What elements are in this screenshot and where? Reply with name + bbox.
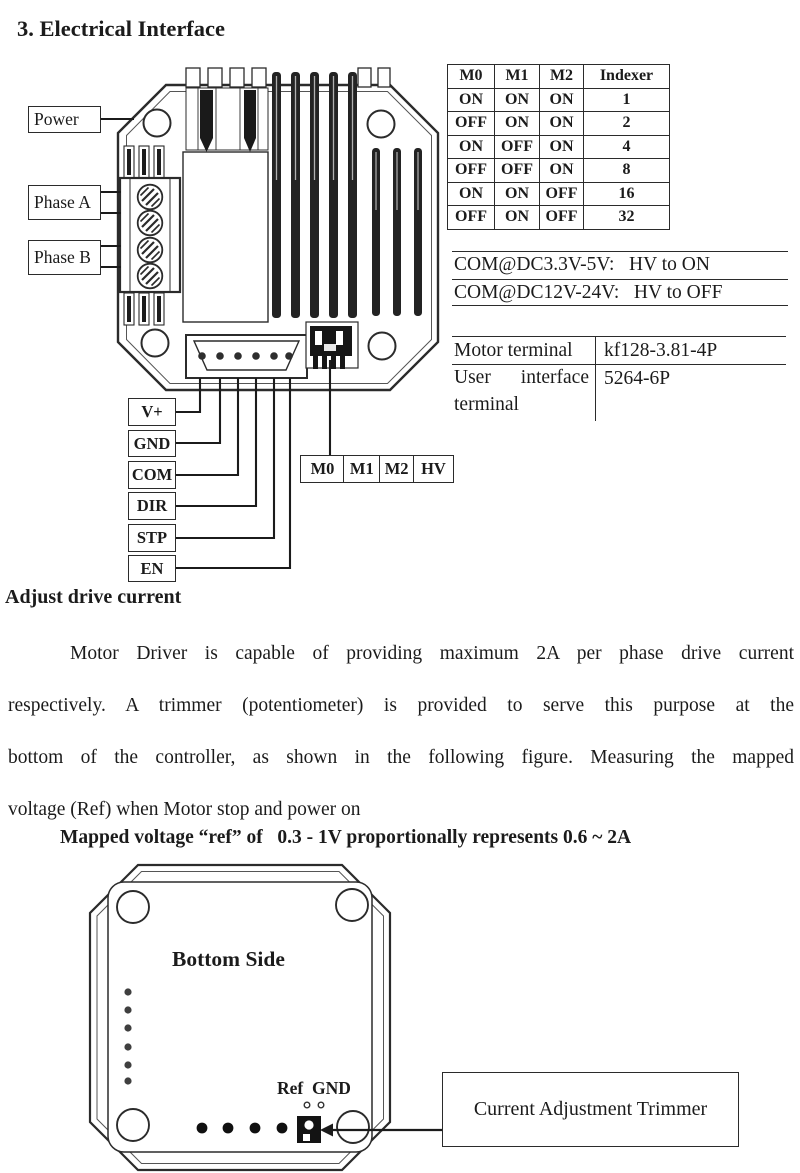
user-interface-value: 5264-6P (604, 368, 671, 389)
indexer-cell: 16 (584, 182, 670, 206)
phase-b-label-box: Phase B (28, 240, 101, 275)
paragraph-line: respectively. A trimmer (potentiometer) is provided to serve this purpose at the (8, 695, 794, 716)
current-trimmer (297, 1116, 321, 1143)
mode-pin-m1: M1 (343, 455, 380, 483)
indexer-row (448, 182, 670, 206)
driver-top-view-diagram (0, 60, 460, 590)
indexer-cell: ON (540, 135, 584, 159)
indexer-row (448, 159, 670, 183)
screw-terminal-block (120, 178, 180, 292)
user-interface-label: User interface terminal (452, 365, 596, 421)
indexer-cell: ON (495, 88, 540, 112)
indexer-cell: 2 (584, 112, 670, 136)
mapped-voltage-note: Mapped voltage “ref” of 0.3 - 1V proportionally represents 0.6 ~ 2A (60, 827, 632, 848)
power-label-box: Power (28, 106, 101, 133)
terminal-type-table (452, 336, 786, 421)
indexer-header-cell: M1 (495, 65, 540, 89)
pin-label-dir: DIR (128, 492, 176, 520)
indexer-cell: ON (495, 112, 540, 136)
indexer-cell: OFF (540, 182, 584, 206)
indexer-cell: OFF (448, 159, 495, 183)
terminal-table-row (452, 365, 786, 421)
indexer-cell: ON (495, 206, 540, 230)
bottom-side-label: Bottom Side (172, 947, 285, 971)
com-level-row: COM@DC12V-24V: HV to OFF (452, 279, 788, 307)
indexer-cell: ON (448, 182, 495, 206)
paragraph-line: voltage (Ref) when Motor stop and power on (8, 799, 361, 820)
paragraph-line: Motor Driver is capable of providing maximum 2A per phase drive current (70, 643, 794, 664)
indexer-cell: OFF (495, 159, 540, 183)
com-level-row: COM@DC3.3V-5V: HV to ON (452, 251, 788, 279)
top-connector-keys (186, 88, 268, 152)
indexer-row (448, 88, 670, 112)
indexer-cell: 8 (584, 159, 670, 183)
indexer-cell: 4 (584, 135, 670, 159)
phase-a-label-box: Phase A (28, 185, 101, 220)
indexer-cell: 32 (584, 206, 670, 230)
page-title: 3. Electrical Interface (17, 16, 226, 41)
paragraph-line: bottom of the controller, as shown in the following figure. Measuring the mapped (8, 747, 794, 768)
driver-module (183, 152, 268, 322)
motor-terminal-value: kf128-3.81-4P (604, 340, 718, 361)
mode-pin-hv: HV (413, 455, 454, 483)
indexer-table (447, 64, 670, 230)
indexer-row (448, 206, 670, 230)
pin-label-stp: STP (128, 524, 176, 552)
indexer-cell: 1 (584, 88, 670, 112)
com-level-table (452, 251, 788, 306)
indexer-row (448, 135, 670, 159)
motor-terminal-label: Motor terminal (452, 337, 596, 364)
indexer-cell: ON (540, 88, 584, 112)
indexer-cell: OFF (448, 112, 495, 136)
body-paragraph (8, 628, 794, 836)
indexer-header-cell: M2 (540, 65, 584, 89)
indexer-cell: ON (448, 88, 495, 112)
indexer-header-cell: M0 (448, 65, 495, 89)
pin-label-en: EN (128, 555, 176, 582)
indexer-cell: OFF (495, 135, 540, 159)
indexer-cell: ON (448, 135, 495, 159)
current-trimmer-callout: Current Adjustment Trimmer (442, 1072, 739, 1147)
ref-gnd-label: Ref GND (277, 1078, 351, 1098)
indexer-cell: ON (540, 159, 584, 183)
pin-label-vplus: V+ (128, 398, 176, 426)
indexer-cell: ON (540, 112, 584, 136)
mode-pin-m0: M0 (300, 455, 345, 483)
six-pin-connector (186, 335, 307, 378)
adjust-current-heading: Adjust drive current (5, 586, 182, 608)
pin-label-com: COM (128, 461, 176, 489)
indexer-row (448, 112, 670, 136)
indexer-header-row (448, 65, 670, 89)
indexer-cell: OFF (540, 206, 584, 230)
mode-pin-m2: M2 (379, 455, 415, 483)
dip-switch (306, 322, 358, 369)
indexer-cell: ON (495, 182, 540, 206)
indexer-cell: OFF (448, 206, 495, 230)
mode-pin-row (300, 455, 454, 483)
terminal-table-row (452, 337, 786, 365)
indexer-header-cell: Indexer (584, 65, 670, 89)
pin-label-gnd: GND (128, 430, 176, 457)
